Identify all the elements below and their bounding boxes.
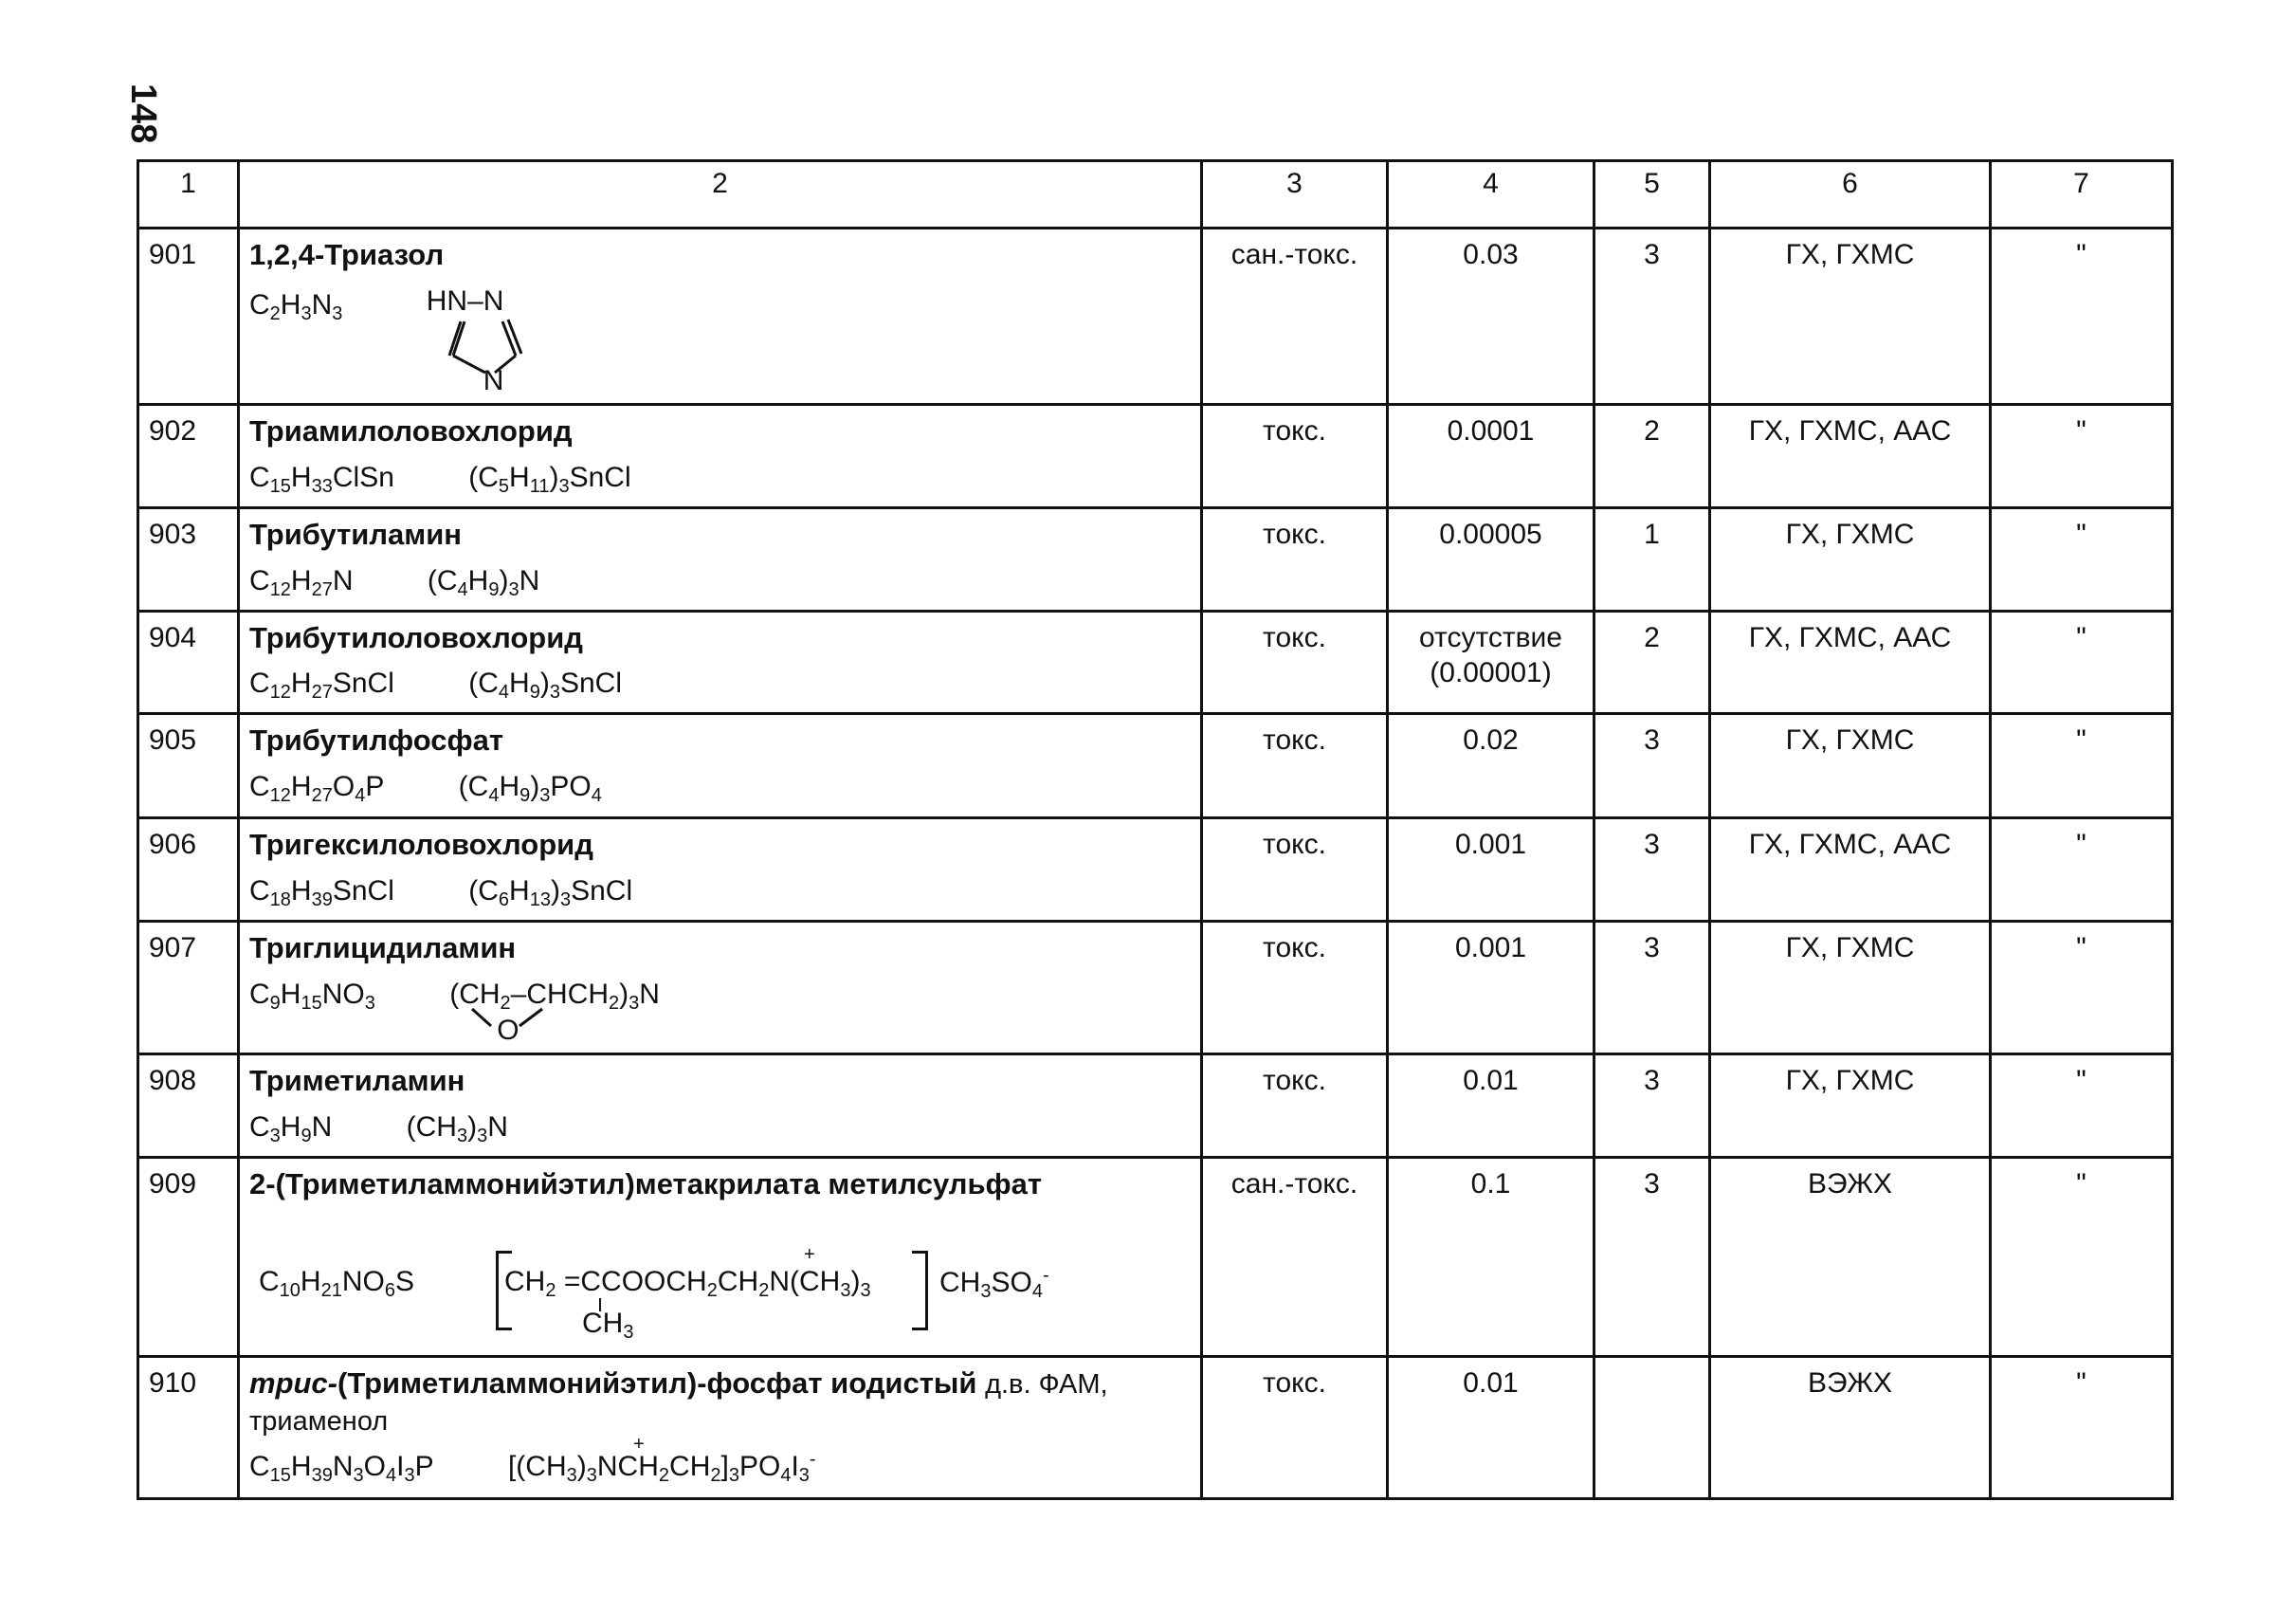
row-number: 901 — [138, 229, 239, 405]
substance-name: Трибутилоловохлорид — [249, 620, 583, 654]
note-cell: " — [1991, 1054, 2173, 1158]
class-cell: 3 — [1594, 229, 1710, 405]
substance-cell — [239, 507, 1202, 611]
substance-cell — [239, 1054, 1202, 1158]
note-cell: " — [1991, 229, 2173, 405]
class-cell: 3 — [1594, 1054, 1710, 1158]
method-cell: ГХ, ГХМС, ААС — [1710, 818, 1991, 922]
class-cell: 3 — [1594, 818, 1710, 922]
row-number: 902 — [138, 405, 239, 508]
formula: $C_{12}H_{27}O_4P$ — [249, 771, 385, 806]
class-cell — [1594, 1356, 1710, 1498]
value-cell: 0.001 — [1388, 922, 1594, 1054]
structural-bracket — [496, 1243, 928, 1343]
counter-ion: $CH_3SO_4^-$ — [939, 1264, 1049, 1302]
charge-plus-icon: + — [632, 1434, 645, 1456]
note-cell: " — [1991, 1356, 2173, 1498]
substance-name: Тригексилоловохлорид — [249, 828, 593, 862]
structural-formula: $(CH_3)_3N$ — [406, 1110, 508, 1146]
class-cell: 1 — [1594, 507, 1710, 611]
structural-formula: $(C_5H_{11})_3SnCl$ — [468, 461, 631, 497]
note-cell: " — [1991, 611, 2173, 714]
method-cell: ГХ, ГХМС, ААС — [1710, 611, 1991, 714]
hazard-cell: сан.-токс. — [1202, 1157, 1388, 1356]
value-cell — [1388, 611, 1594, 714]
substance-cell — [239, 611, 1202, 714]
substance-name: Трибутиламин — [249, 517, 462, 551]
formula: $C_{12}H_{27}SnCl$ — [249, 668, 394, 704]
structural-formula: $(C_6H_{13})_3SnCl$ — [468, 875, 633, 910]
substance-cell — [239, 922, 1202, 1054]
substance-cell — [239, 229, 1202, 405]
class-cell: 3 — [1594, 1157, 1710, 1356]
formula: $C_9H_{15}NO_3$ — [249, 978, 375, 1014]
row-number: 908 — [138, 1054, 239, 1158]
header-row — [138, 161, 2173, 229]
value-cell: 0.02 — [1388, 714, 1594, 818]
structure-label: HN–N — [426, 284, 504, 317]
structural-formula: $(C_4H_9)_3N$ — [427, 564, 540, 600]
value-cell: 0.00005 — [1388, 507, 1594, 611]
hazard-cell: токс. — [1202, 714, 1388, 818]
row-number: 904 — [138, 611, 239, 714]
class-cell: 2 — [1594, 405, 1710, 508]
epoxide-structure — [449, 977, 660, 1046]
hazard-cell: токс. — [1202, 507, 1388, 611]
class-cell: 3 — [1594, 922, 1710, 1054]
method-cell: ГХ, ГХМС — [1710, 922, 1991, 1054]
table-row — [138, 1054, 2173, 1158]
structural-formula: $CH_2$ $=CCOOCH_2CH_2N(CH_3)_3$ — [504, 1265, 871, 1301]
substance-cell — [239, 405, 1202, 508]
formula: $C_3H_9N$ — [249, 1110, 333, 1146]
table-row — [138, 1356, 2173, 1498]
formula: $C_{18}H_{39}SnCl$ — [249, 875, 394, 910]
row-number: 907 — [138, 922, 239, 1054]
substance-name: Трибутилфосфат — [249, 724, 504, 758]
hazard-cell: токс. — [1202, 1054, 1388, 1158]
value-text-secondary: (0.00001) — [1430, 657, 1552, 688]
method-cell: ГХ, ГХМС, ААС — [1710, 405, 1991, 508]
hazard-cell: токс. — [1202, 922, 1388, 1054]
row-number: 909 — [138, 1157, 239, 1356]
class-cell: 2 — [1594, 611, 1710, 714]
substance-table — [137, 159, 2174, 1500]
value-cell: 0.01 — [1388, 1356, 1594, 1498]
row-number: 906 — [138, 818, 239, 922]
method-cell: ГХ, ГХМС — [1710, 229, 1991, 405]
formula: $C_{15}H_{33}ClSn$ — [249, 461, 394, 497]
header-col-3: 3 — [1202, 161, 1388, 229]
note-cell: " — [1991, 507, 2173, 611]
row-number: 910 — [138, 1356, 239, 1498]
substance-name: Триамилоловохлорид — [249, 414, 573, 448]
table-row — [138, 714, 2173, 818]
name-prefix: трис- — [249, 1365, 337, 1400]
substance-cell — [239, 1157, 1202, 1356]
header-col-2: 2 — [239, 161, 1202, 229]
value-text: отсутствие — [1419, 621, 1562, 653]
substance-cell — [239, 714, 1202, 818]
structural-formula: $(C_4H_9)_3SnCl$ — [468, 668, 622, 704]
formula: $C_{15}H_{39}N_3O_4I_3P$ — [249, 1451, 434, 1487]
structural-formula: $(C_4H_9)_3PO_4$ — [458, 771, 602, 806]
header-col-4: 4 — [1388, 161, 1594, 229]
header-col-5: 5 — [1594, 161, 1710, 229]
row-number: 905 — [138, 714, 239, 818]
structural-formula: $(CH_2-CHCH_2)_3N$ — [449, 978, 660, 1014]
note-cell: " — [1991, 405, 2173, 508]
table-row — [138, 922, 2173, 1054]
row-number: 903 — [138, 507, 239, 611]
triazole-structure — [426, 284, 540, 396]
substance-name-full — [249, 1365, 1191, 1439]
value-cell: 0.1 — [1388, 1157, 1594, 1356]
table-row — [138, 611, 2173, 714]
method-cell: ГХ, ГХМС — [1710, 507, 1991, 611]
structural-substituent: $CH_3$ — [582, 1307, 634, 1343]
value-cell: 0.01 — [1388, 1054, 1594, 1158]
hazard-cell: токс. — [1202, 611, 1388, 714]
note-cell: " — [1991, 922, 2173, 1054]
substance-name: 2-(Триметиламмонийэтил)метакрилата метилсульфат — [249, 1166, 1043, 1200]
hazard-cell: токс. — [1202, 818, 1388, 922]
formula: $C_{10}H_{21}NO_6S$ — [259, 1265, 414, 1301]
formula: $C_{12}H_{27}N$ — [249, 564, 354, 600]
alternative-names: д.в. ФАМ, триаменол — [249, 1368, 1108, 1437]
value-cell: 0.03 — [1388, 229, 1594, 405]
structure-label: N — [483, 364, 504, 396]
method-cell: ГХ, ГХМС — [1710, 714, 1991, 818]
note-cell: " — [1991, 818, 2173, 922]
substance-name: (Триметиламмонийэтил)-фосфат иодистый — [337, 1365, 977, 1400]
table-row — [138, 818, 2173, 922]
method-cell: ВЭЖХ — [1710, 1356, 1991, 1498]
method-cell: ВЭЖХ — [1710, 1157, 1991, 1356]
value-cell: 0.001 — [1388, 818, 1594, 922]
note-cell: " — [1991, 714, 2173, 818]
charge-plus-icon: + — [804, 1243, 815, 1265]
substance-name: 1,2,4-Триазол — [249, 238, 445, 271]
class-cell: 3 — [1594, 714, 1710, 818]
note-cell: " — [1991, 1157, 2173, 1356]
substance-cell — [239, 1356, 1202, 1498]
structural-formula: $[(CH_3)_3NCH_2CH_2]_3PO_4I_3^-$ — [507, 1449, 816, 1487]
formula: $C_2H_3N_3$ — [249, 288, 343, 324]
value-cell: 0.0001 — [1388, 405, 1594, 508]
header-col-1: 1 — [138, 161, 239, 229]
substance-name: Триметиламин — [249, 1064, 465, 1097]
table-row — [138, 229, 2173, 405]
substance-cell — [239, 818, 1202, 922]
structure-oxygen: O — [497, 1014, 519, 1046]
hazard-cell: токс. — [1202, 1356, 1388, 1498]
table-row — [138, 405, 2173, 508]
header-col-6: 6 — [1710, 161, 1991, 229]
header-col-7: 7 — [1991, 161, 2173, 229]
table-row — [138, 1157, 2173, 1356]
page-number: 148 — [123, 83, 163, 144]
hazard-cell: сан.-токс. — [1202, 229, 1388, 405]
table-row — [138, 507, 2173, 611]
method-cell: ГХ, ГХМС — [1710, 1054, 1991, 1158]
substance-name: Триглицидиламин — [249, 931, 517, 964]
hazard-cell: токс. — [1202, 405, 1388, 508]
